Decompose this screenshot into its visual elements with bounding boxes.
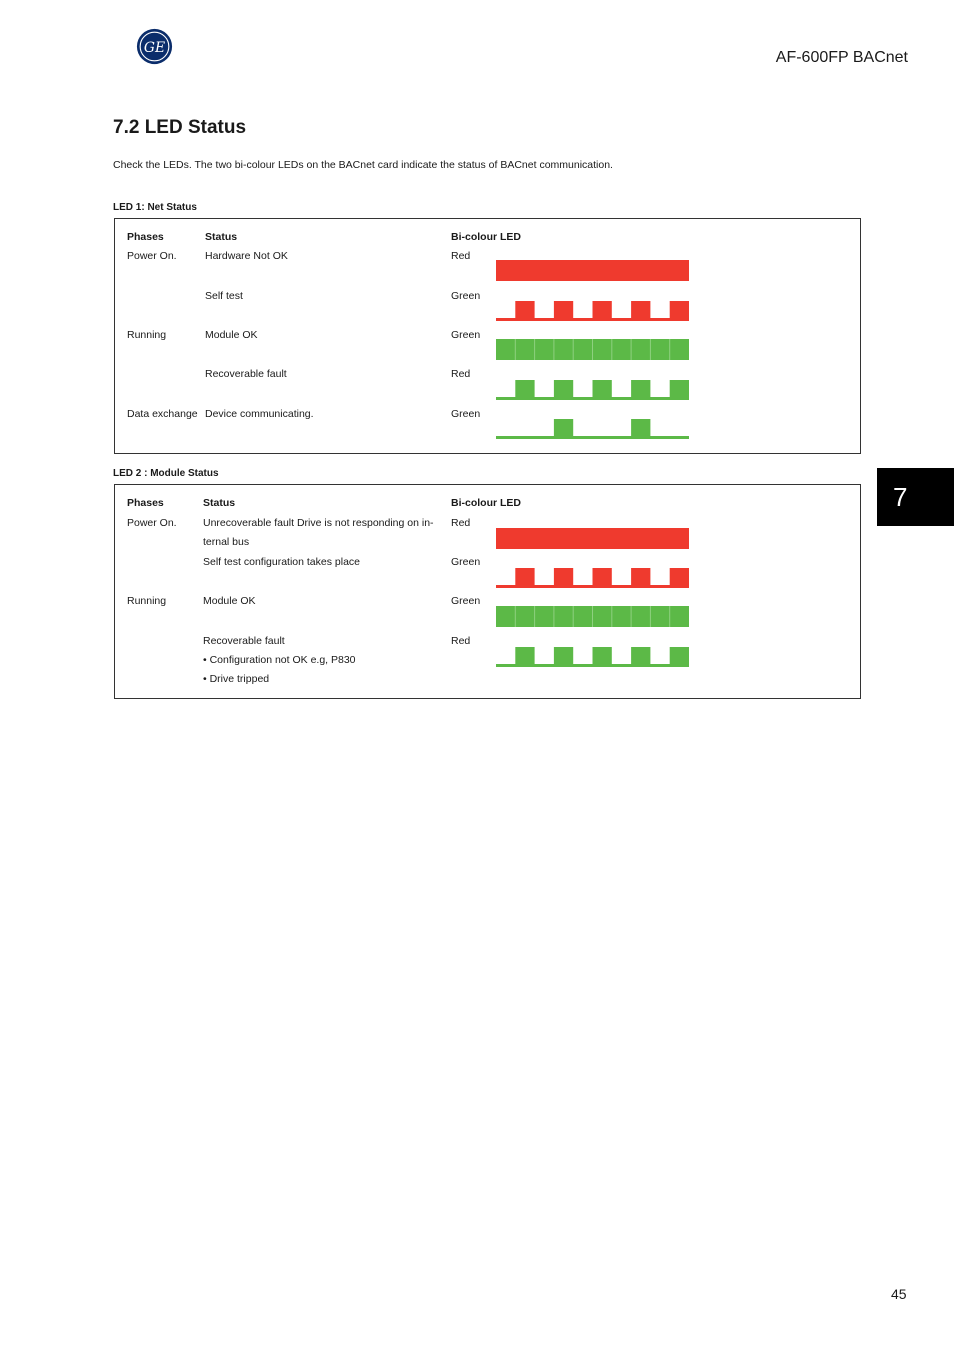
led-signal xyxy=(496,567,689,588)
led-pulse xyxy=(631,647,650,667)
led-pulse xyxy=(515,301,534,321)
led-pulse xyxy=(593,568,612,588)
led-solid-block xyxy=(496,260,689,281)
led-color-label: Green xyxy=(451,595,481,607)
status-cell: Self test xyxy=(205,290,243,302)
led-pulse xyxy=(554,647,573,667)
led-pulse xyxy=(515,647,534,667)
led-signal xyxy=(496,260,689,281)
led-pulse xyxy=(593,647,612,667)
led-pulse xyxy=(515,568,534,588)
led-signal xyxy=(496,300,689,321)
led-pulse xyxy=(631,380,650,400)
status-cell: Module OK xyxy=(205,329,258,341)
status-cell: Device communicating. xyxy=(205,408,314,420)
led-color-label: Red xyxy=(451,368,471,380)
led-pulse xyxy=(670,301,689,321)
status-cell: Unrecoverable fault Drive is not responding on in- xyxy=(203,517,434,529)
status-header: Status xyxy=(205,231,238,243)
led-color-label: Green xyxy=(451,408,481,420)
phase-cell: Power On. xyxy=(127,517,177,529)
led-pulse xyxy=(631,568,650,588)
led-pulse xyxy=(670,647,689,667)
led-pulse xyxy=(554,419,573,439)
led-signal xyxy=(496,606,689,627)
phase-cell: Data exchange xyxy=(127,408,198,420)
led-pulse xyxy=(554,301,573,321)
led-baseline xyxy=(496,436,689,439)
intro-text: Check the LEDs. The two bi-colour LEDs on the BACnet card indicate the status of BACnet communication. xyxy=(113,159,613,171)
phases-header: Phases xyxy=(127,497,164,509)
led1-table xyxy=(114,218,861,454)
led-signal xyxy=(496,379,689,400)
led-color-label: Red xyxy=(451,635,471,647)
led-pulse xyxy=(554,380,573,400)
led-signal xyxy=(496,418,689,439)
chapter-tab: 7 xyxy=(877,468,954,526)
status-cell: Self test configuration takes place xyxy=(203,556,361,568)
phases-header: Phases xyxy=(127,231,164,243)
status-cell-continued: ternal bus xyxy=(203,536,250,548)
status-header: Status xyxy=(203,497,236,509)
led-pulse xyxy=(593,380,612,400)
phase-cell: Running xyxy=(127,329,167,341)
section-heading: 7.2 LED Status xyxy=(113,117,247,138)
bullet-item: • Drive tripped xyxy=(203,673,270,685)
ge-logo xyxy=(136,28,173,65)
status-cell: Hardware Not OK xyxy=(205,250,288,262)
led-color-label: Green xyxy=(451,290,481,302)
led-color-label: Red xyxy=(451,517,471,529)
led-solid-block xyxy=(496,528,689,549)
status-cell: Recoverable fault xyxy=(203,635,285,647)
led-pulse xyxy=(631,301,650,321)
status-cell: Module OK xyxy=(203,595,256,607)
led-pulse xyxy=(631,419,650,439)
led-pulse xyxy=(670,380,689,400)
phase-cell: Power On. xyxy=(127,250,177,262)
page-number: 45 xyxy=(891,1286,907,1302)
led-signal xyxy=(496,528,689,549)
phase-cell: Running xyxy=(127,595,167,607)
document-title: AF-600FP BACnet xyxy=(775,49,908,66)
svg-text:GE: GE xyxy=(143,40,166,57)
led-header: Bi-colour LED xyxy=(451,497,521,509)
led-color-label: Red xyxy=(451,250,471,262)
led-header: Bi-colour LED xyxy=(451,231,521,243)
led-signal xyxy=(496,339,689,360)
led-pulse xyxy=(593,301,612,321)
led-signal xyxy=(496,646,689,667)
led2-table xyxy=(114,484,861,699)
led-pulse xyxy=(554,568,573,588)
led1-caption: LED 1: Net Status xyxy=(113,202,197,213)
led2-caption: LED 2 : Module Status xyxy=(113,468,219,479)
status-cell: Recoverable fault xyxy=(205,368,287,380)
led-color-label: Green xyxy=(451,329,481,341)
bullet-item: • Configuration not OK e.g, P830 xyxy=(203,654,356,666)
led-color-label: Green xyxy=(451,556,481,568)
led-pulse xyxy=(515,380,534,400)
led-pulse xyxy=(670,568,689,588)
